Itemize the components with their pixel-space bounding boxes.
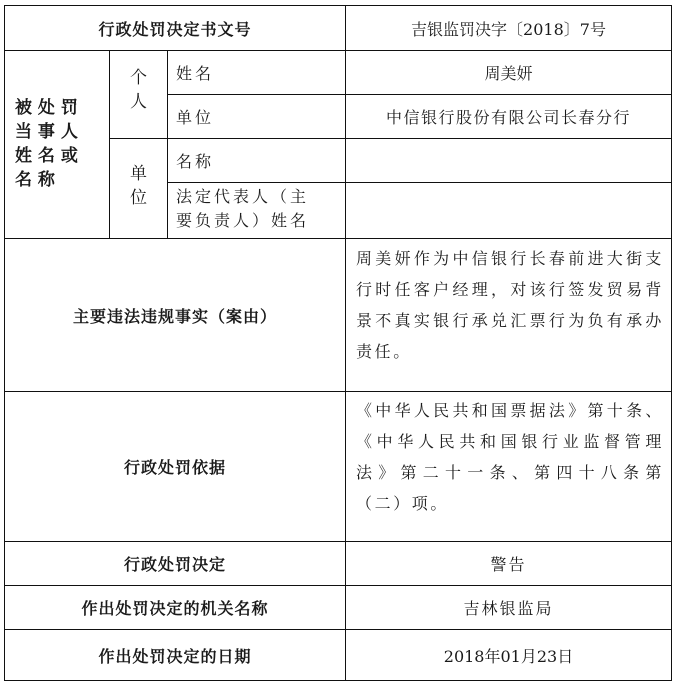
date-label: 作出处罚决定的日期 [98, 646, 252, 666]
authority-label: 作出处罚决定的机关名称 [81, 599, 269, 618]
entity-rep-label-line: 法定代表人（主 [176, 187, 310, 206]
individual-label [110, 66, 167, 114]
entity-rep-value [346, 183, 671, 238]
entity-label-char: 位 [130, 188, 147, 208]
basis-value: 《中华人民共和国票据法》第十条、《中华人民共和国银行业监督管理法》第二十一条、第四十八条第（二）项。 [356, 401, 664, 513]
party-group-line: 姓 名 或 [15, 146, 78, 166]
doc-number-label: 行政处罚决定书文号 [98, 19, 252, 39]
individual-label-char: 人 [130, 92, 147, 112]
rule-right [671, 5, 672, 681]
decision-value: 警告 [490, 555, 527, 574]
doc-number-value: 吉银监罚决字〔2018〕7号 [411, 19, 606, 39]
individual-name-label: 姓名 [176, 64, 215, 83]
entity-name-label: 名称 [176, 152, 215, 171]
facts-value: 周美妍作为中信银行长春前进大街支行时任客户经理，对该行签发贸易背景不真实银行承兑汇票行为负有承办责任。 [356, 249, 664, 361]
entity-label-char: 单 [130, 164, 147, 184]
party-group-line: 名 称 [15, 170, 55, 190]
decision-label: 行政处罚决定 [123, 555, 226, 574]
party-group-line: 当 事 人 [15, 122, 78, 142]
entity-name-value [346, 139, 671, 182]
entity-label [110, 162, 167, 210]
entity-rep-label [176, 185, 344, 233]
authority-value: 吉林银监局 [463, 599, 554, 618]
party-group-line: 被 处 罚 [15, 98, 78, 118]
individual-unit-label: 单位 [176, 108, 215, 127]
basis-label: 行政处罚依据 [123, 458, 226, 477]
individual-label-char: 个 [130, 68, 147, 88]
party-group-label [15, 96, 107, 192]
individual-name-value: 周美妍 [484, 64, 533, 83]
date-value: 2018年01月23日 [443, 646, 574, 666]
rule-party-sub [167, 50, 168, 239]
individual-unit-value: 中信银行股份有限公司长春分行 [385, 108, 631, 127]
facts-label: 主要违法违规事实（案由） [72, 306, 277, 326]
entity-rep-label-line: 要负责人）姓名 [176, 211, 310, 230]
rule-bottom [4, 680, 672, 681]
